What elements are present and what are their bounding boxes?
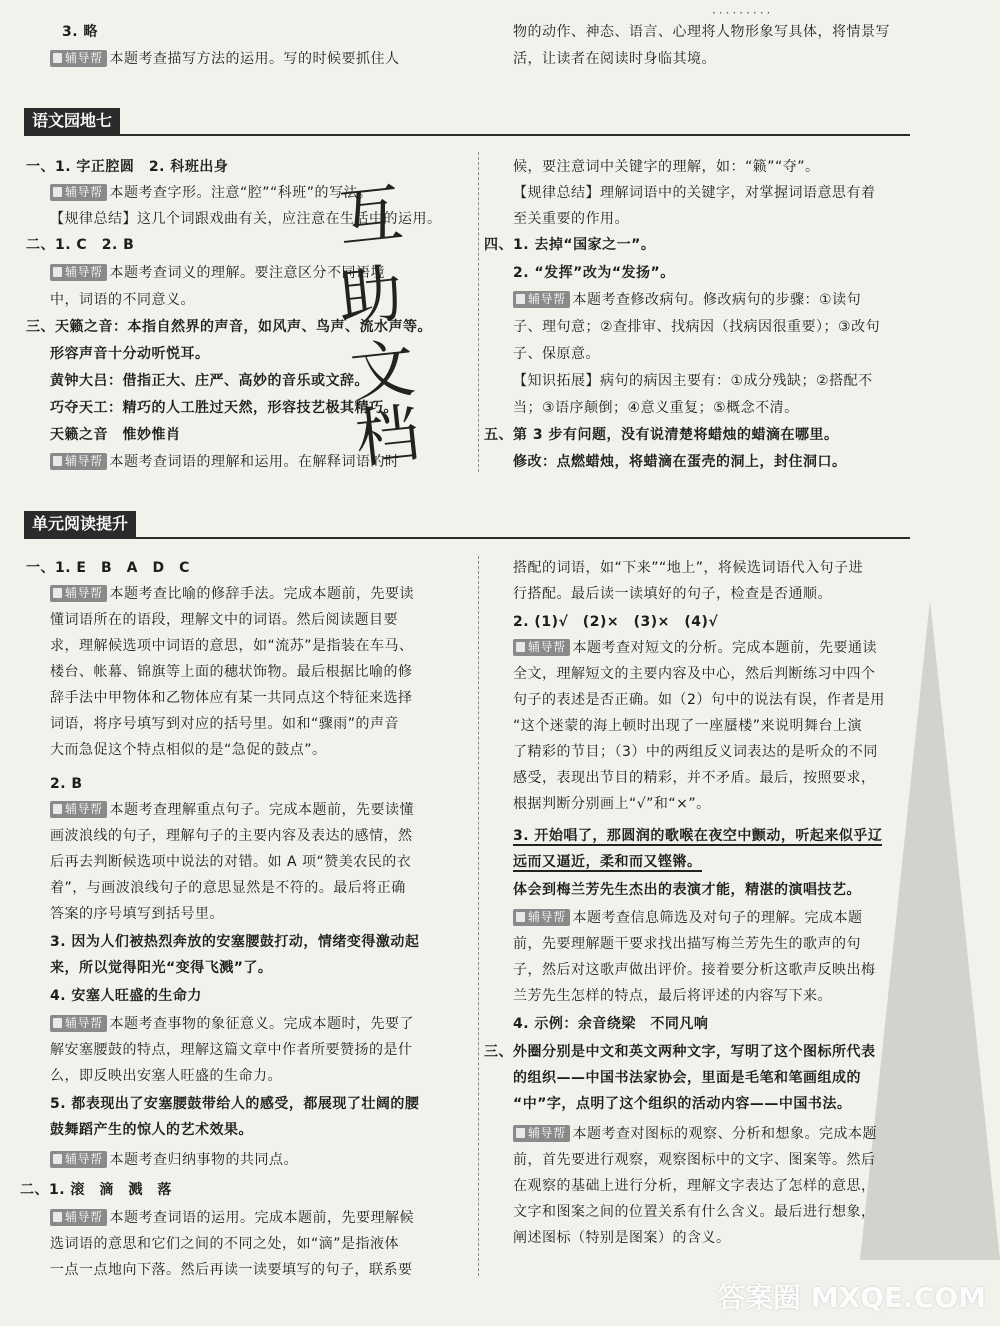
s2r-tip-2: 辅导帮 本题考查信息筛选及对句子的理解。完成本题 xyxy=(513,908,863,928)
header-dots: ········· xyxy=(712,6,774,20)
s2-l-26: 选词语的意思和它们之间的不同之处，如“滴”是指液体 xyxy=(50,1236,400,1252)
s2r-l-9: 感受，表现出节目的精彩，并不矛盾。最后，按照要求， xyxy=(513,770,876,786)
s2r-tip-3: 辅导帮 本题考查对图标的观察、分析和想象。完成本题 xyxy=(513,1124,877,1144)
s1r-knowledge: 【知识拓展】病句的病因主要有：①成分残缺；②搭配不 xyxy=(513,373,873,389)
s2r-q2-2: 2. (1)√ (2)× (3)× (4)√ xyxy=(513,614,719,630)
column-divider xyxy=(478,556,479,1276)
s2-tip-5: 辅导帮 本题考查归纳事物的共同点。 xyxy=(50,1150,298,1170)
book-icon xyxy=(516,642,525,652)
s2r-l-23: 前，首先要进行观察，观察图标中的文字、图案等。然后 xyxy=(513,1152,876,1168)
s2r-q2-3-answer: 体会到梅兰芳先生杰出的表演才能，精湛的演唱技艺。 xyxy=(513,882,861,898)
s2-q1-5: 5. 都表现出了安塞腰鼓带给人的感受，都展现了壮阔的腰 xyxy=(50,1096,420,1112)
s2-l-7: 词语，将序号填写到对应的括号里。如和“骤雨”的声音 xyxy=(50,716,400,732)
s2r-l-1: 搭配的词语，如“下来”“地上”，将候选词语代入句子进 xyxy=(513,560,864,576)
book-icon xyxy=(516,912,525,922)
tutor-badge: 辅导帮 xyxy=(50,1151,107,1168)
book-icon xyxy=(53,1018,62,1028)
s2-tip-6: 辅导帮 本题考查词语的运用。完成本题前，先要理解候 xyxy=(50,1208,414,1228)
s2-q1-3-cont: 来，所以觉得阳光“变得飞溅”了。 xyxy=(50,960,273,976)
book-icon xyxy=(53,1154,62,1164)
s2-q1-5-cont: 鼓舞蹈产生的惊人的艺术效果。 xyxy=(50,1122,253,1138)
s2r-l-10: 根据判断分别画上“√”和“×”。 xyxy=(513,796,711,812)
s1-q3-cont: 形容声音十分动听悦耳。 xyxy=(50,346,210,362)
s2r-q3-cont-1: 的组织——中国书法家协会，里面是毛笔和笔画组成的 xyxy=(513,1070,861,1086)
handwriting-char-3: 文 xyxy=(346,331,419,413)
tutor-badge: 辅导帮 xyxy=(513,291,570,308)
s2-q2-1: 二、1. 滚 滴 溅 落 xyxy=(20,1182,172,1198)
section-rule xyxy=(24,537,910,539)
s2r-q3-cont-2: “中”字，点明了这个组织的活动内容——中国书法。 xyxy=(513,1096,852,1112)
tutor-badge: 辅导帮 xyxy=(513,639,570,656)
s2r-l-15: 前，先要理解题干要求找出描写梅兰芳先生的歌声的句 xyxy=(513,936,861,952)
s2r-l-25: 文字和图案之间的位置关系有什么含义。最后进行想象， xyxy=(513,1204,876,1220)
book-icon xyxy=(53,53,62,63)
tutor-badge: 辅导帮 xyxy=(50,50,107,67)
s2-l-5: 楼台、帐幕、锦旗等上面的穗状饰物。最后根据比喻的修 xyxy=(50,664,413,680)
s1-tip-2: 辅导帮 本题考查词义的理解。要注意区分不同语境 xyxy=(50,263,385,283)
s1r-q5: 五、第 3 步有问题，没有说清楚将蜡烛的蜡滴在哪里。 xyxy=(484,427,839,443)
s2r-tip-1: 辅导帮 本题考查对短文的分析。完成本题前，先要通读 xyxy=(513,638,877,658)
s2-l-11: 画波浪线的句子，理解句子的主要内容及表达的感情，然 xyxy=(50,828,413,844)
s2-tip-4: 辅导帮 本题考查事物的象征意义。完成本题时，先要了 xyxy=(50,1014,414,1034)
s1r-line-8: 子、保原意。 xyxy=(513,346,600,362)
tutor-badge: 辅导帮 xyxy=(50,1209,107,1226)
s2-tip-2: 辅导帮 本题考查理解重点句子。完成本题前，先要读懂 xyxy=(50,800,414,820)
handwriting-char-4: 档 xyxy=(351,396,424,478)
s1r-line-10: 当；③语序颠倒；④意义重复；⑤概念不清。 xyxy=(513,400,799,416)
tutor-badge: 辅导帮 xyxy=(50,585,107,602)
handwriting-char-2: 助 xyxy=(334,256,407,338)
tutor-badge: 辅导帮 xyxy=(50,184,107,201)
tutor-badge: 辅导帮 xyxy=(513,1125,570,1142)
s1-q2: 二、1. C 2. B xyxy=(26,237,135,253)
watermark-logo: 答案圈 MXQE.COM xyxy=(717,1281,986,1314)
book-icon xyxy=(53,804,62,814)
top-tip: 辅导帮 本题考查描写方法的运用。写的时候要抓住人 xyxy=(50,49,400,69)
s1r-q4-2: 2. “发挥”改为“发扬”。 xyxy=(513,265,675,281)
s1-tip-1: 辅导帮 本题考查字形。注意“腔”“科班”的写法。 xyxy=(50,183,373,203)
s2-l-13: 着”，与画波浪线句子的意思显然是不符的。最后将正确 xyxy=(50,880,406,896)
s2r-l-5: 全文，理解短文的主要内容及中心，然后判断练习中四个 xyxy=(513,666,876,682)
s1r-q4-1: 四、1. 去掉“国家之一”。 xyxy=(484,237,656,253)
section-title-danyuan-yuedu: 单元阅读提升 xyxy=(24,511,136,537)
s2r-q2-3-cont: 远而又逼近，柔和而又铿锵。 xyxy=(513,854,702,870)
top-right-line-1: 物的动作、神态、语言、心理将人物形象写具体，将情景写 xyxy=(513,24,890,40)
handwriting-char-1: 互 xyxy=(334,176,407,258)
s1r-line-7: 子、理句意；②查排审、找病因（找病因很重要）；③改句 xyxy=(513,319,881,335)
section-title-yuwen-yuandi: 语文园地七 xyxy=(24,108,120,134)
s2r-q2-3: 3. 开始唱了，那圆润的歌喉在夜空中颤动，听起来似乎辽 xyxy=(513,828,883,844)
s2-l-8: 大而急促这个特点相似的是“急促的鼓点”。 xyxy=(50,742,327,758)
s2-l-14: 答案的序号填写到括号里。 xyxy=(50,906,224,922)
top-answer-3: 3. 略 xyxy=(62,24,98,40)
s1r-line-3: 至关重要的作用。 xyxy=(513,211,629,227)
s2-tip-1: 辅导帮 本题考查比喻的修辞手法。完成本题前，先要读 xyxy=(50,584,414,604)
book-icon xyxy=(53,267,62,277)
s2-q1-4: 4. 安塞人旺盛的生命力 xyxy=(50,988,202,1004)
s2-q1-3: 3. 因为人们被热烈奔放的安塞腰鼓打动，情绪变得激动起 xyxy=(50,934,420,950)
s2r-q3: 三、外圈分别是中文和英文两种文字，写明了这个图标所代表 xyxy=(484,1044,876,1060)
s1r-q5-fix: 修改：点燃蜡烛，将蜡滴在蛋壳的洞上，封住洞口。 xyxy=(513,454,847,470)
book-icon xyxy=(53,1212,62,1222)
s1-q3-qiaoduo: 巧夺天工：精巧的人工胜过天然，形容技艺极其精巧。 xyxy=(50,400,398,416)
section-rule xyxy=(24,134,910,136)
tutor-badge: 辅导帮 xyxy=(50,1015,107,1032)
tutor-badge: 辅导帮 xyxy=(513,909,570,926)
s1-rule-summary: 【规律总结】这几个词跟戏曲有关，应注意在生活中的运用。 xyxy=(50,211,442,227)
column-divider xyxy=(478,152,479,472)
s1-q3-huangzhong: 黄钟大吕：借指正大、庄严、高妙的音乐或文辞。 xyxy=(50,373,369,389)
s2-l-3: 懂词语所在的语段，理解文中的词语。然后阅读题目要 xyxy=(50,612,398,628)
tutor-badge: 辅导帮 xyxy=(50,264,107,281)
s1-tip-3: 辅导帮 本题考查词语的理解和运用。在解释词语的时 xyxy=(50,452,400,472)
s2-l-6: 辞手法中甲物体和乙物体应有某一共同点这个特征来选择 xyxy=(50,690,413,706)
s2r-l-6: 句子的表述是否正确。如（2）句中的说法有误，作者是用 xyxy=(513,692,885,708)
s2-l-27: 一点一点地向下落。然后再读一读要填写的句子，联系要 xyxy=(50,1262,413,1278)
s1-tip-2-cont: 中，词语的不同意义。 xyxy=(50,292,195,308)
s1r-rule-summary: 【规律总结】理解词语中的关键字，对掌握词语意思有着 xyxy=(513,185,876,201)
book-icon xyxy=(53,456,62,466)
s1-q3: 三、天籁之音：本指自然界的声音，如风声、鸟声、流水声等。 xyxy=(26,319,432,335)
book-icon xyxy=(53,187,62,197)
s1-q3-fill: 天籁之音 惟妙惟肖 xyxy=(50,427,181,443)
s2r-l-26: 阐述图标（特别是图案）的含义。 xyxy=(513,1230,731,1246)
book-icon xyxy=(516,1128,525,1138)
s2-q1-1: 一、1. E B A D C xyxy=(26,560,190,576)
s2r-l-16: 子，然后对这歌声做出评价。接着要分析这歌声反映出梅 xyxy=(513,962,876,978)
book-icon xyxy=(53,588,62,598)
s2r-l-8: 了精彩的节目；（3）中的两组反义词表达的是听众的不同 xyxy=(513,744,878,760)
tutor-badge: 辅导帮 xyxy=(50,801,107,818)
top-right-line-2: 活，让读者在阅读时身临其境。 xyxy=(513,51,716,67)
s1r-tip: 辅导帮 本题考查修改病句。修改病句的步骤：①读句 xyxy=(513,290,861,310)
s2-l-19: 解安塞腰鼓的特点，理解这篇文章中作者所要赞扬的是什 xyxy=(50,1042,413,1058)
s2r-l-7: “这个迷蒙的海上顿时出现了一座蜃楼”来说明舞台上演 xyxy=(513,718,863,734)
s1-q1: 一、1. 字正腔圆 2. 科班出身 xyxy=(26,159,229,175)
s2r-l-2: 行搭配。最后读一读填好的句子，检查是否通顺。 xyxy=(513,586,832,602)
s2r-l-17: 兰芳先生怎样的特点，最后将评述的内容写下来。 xyxy=(513,988,832,1004)
s2-q1-2: 2. B xyxy=(50,776,83,792)
book-icon xyxy=(516,294,525,304)
tutor-badge: 辅导帮 xyxy=(50,453,107,470)
s2r-q2-4: 4. 示例：余音绕梁 不同凡响 xyxy=(513,1016,709,1032)
s1r-line-1: 候，要注意词中关键字的理解，如：“籁”“夺”。 xyxy=(513,159,820,175)
s2r-l-24: 在观察的基础上进行分析，理解文字表达了怎样的意思， xyxy=(513,1178,876,1194)
s2-l-12: 后再去判断候选项中说法的对错。如 A 项“赞美农民的衣 xyxy=(50,854,412,870)
s2-l-20: 么，即反映出安塞人旺盛的生命力。 xyxy=(50,1068,282,1084)
s2-l-4: 求，理解候选项中词语的意思，如“流苏”是指装在车马、 xyxy=(50,638,414,654)
